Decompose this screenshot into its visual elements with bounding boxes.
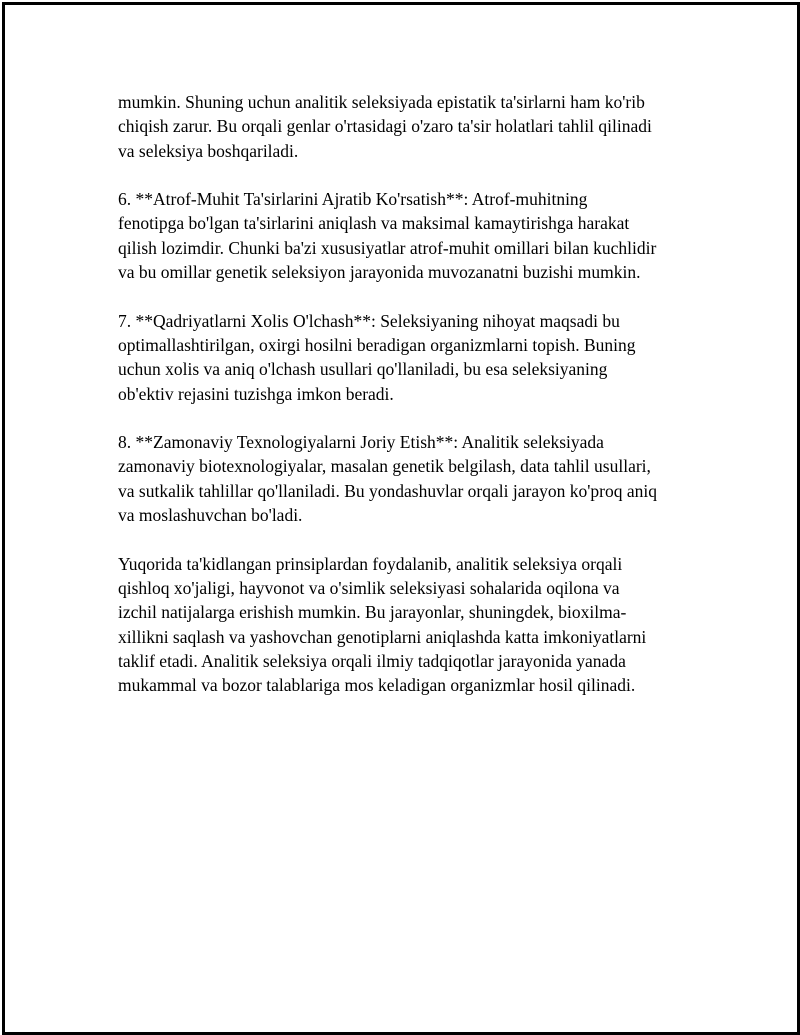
- paragraph-conclusion: [118, 552, 698, 698]
- text-line: fenotipga bo'lgan ta'sirlarini aniqlash va maksimal kamaytirishga harakat: [118, 213, 630, 234]
- text-line: mumkin. Shuning uchun analitik seleksiyada epistatik ta'sirlarni ham ko'rib: [118, 92, 645, 112]
- text-line: va bu omillar genetik seleksiyon jarayonida muvozanatni buzishi mumkin.: [118, 262, 641, 283]
- text-line: izchil natijalarga erishish mumkin. Bu jarayonlar, shuningdek, bioxilma-: [118, 602, 627, 623]
- text-line: 8. **Zamonaviy Texnologiyalarni Joriy Etish**: Analitik seleksiyada: [118, 432, 604, 453]
- text-line: va moslashuvchan bo'ladi.: [118, 505, 303, 526]
- text-line: qishloq xo'jaligi, hayvonot va o'simlik seleksiyasi sohalarida oqilona va: [118, 577, 620, 598]
- text-line: chiqish zarur. Bu orqali genlar o'rtasidagi o'zaro ta'sir holatlari tahlil qilinadi: [118, 116, 652, 137]
- paragraph-item-8: [118, 430, 698, 527]
- text-line: 6. **Atrof-Muhit Ta'sirlarini Ajratib Ko'rsatish**: Atrof-muhitning: [118, 189, 588, 210]
- text-line: qilish lozimdir. Chunki ba'zi xususiyatlar atrof-muhit omillari bilan kuchlidir: [118, 237, 657, 258]
- text-line: mukammal va bozor talablariga mos keladigan organizmlar hosil qilinadi.: [118, 675, 636, 696]
- document-body: [118, 90, 698, 722]
- paragraph-epistasis-continuation: [118, 90, 698, 163]
- text-line: uchun xolis va aniq o'lchash usullari qo'llaniladi, bu esa seleksiyaning: [118, 359, 608, 380]
- paragraph-item-6: [118, 187, 698, 284]
- text-line: va sutkalik tahlillar qo'llaniladi. Bu yondashuvlar orqali jarayon ko'proq aniq: [118, 480, 657, 501]
- text-line: 7. **Qadriyatlarni Xolis O'lchash**: Seleksiyaning nihoyat maqsadi bu: [118, 310, 620, 331]
- text-line: taklif etadi. Analitik seleksiya orqali ilmiy tadqiqotlar jarayonida yanada: [118, 650, 626, 671]
- text-line: ob'ektiv rejasini tuzishga imkon beradi.: [118, 383, 394, 404]
- text-line: Yuqorida ta'kidlangan prinsiplardan foydalanib, analitik seleksiya orqali: [118, 553, 623, 574]
- paragraph-item-7: [118, 309, 698, 406]
- text-line: va seleksiya boshqariladi.: [118, 140, 299, 161]
- text-line: zamonaviy biotexnologiyalar, masalan genetik belgilash, data tahlil usullari,: [118, 456, 651, 477]
- text-line: xillikni saqlash va yashovchan genotiplarni aniqlashda katta imkoniyatlarni: [118, 626, 647, 647]
- text-line: optimallashtirilgan, oxirgi hosilni beradigan organizmlarni topish. Buning: [118, 334, 636, 355]
